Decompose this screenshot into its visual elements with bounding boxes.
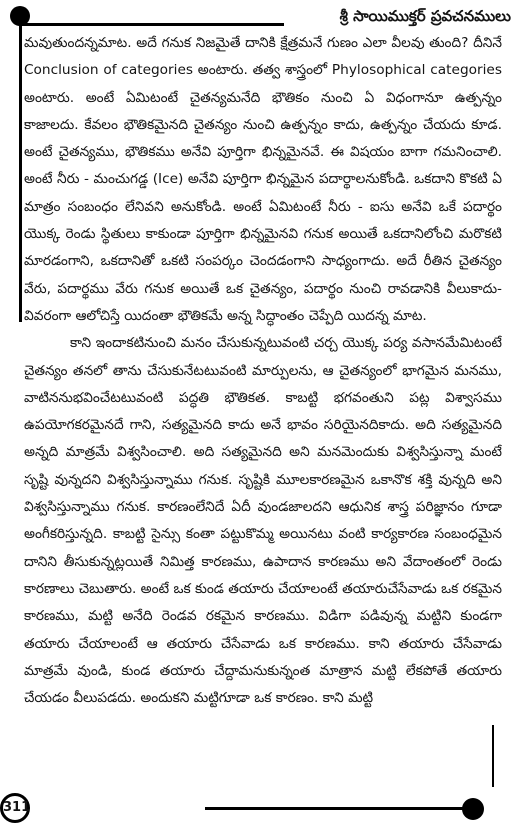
page-number: 311 <box>0 793 30 823</box>
page-body <box>24 30 502 712</box>
paragraph-1: మవుతుందన్నమాట. అదే గనుక నిజమైతే దానికి క్షేత్రమనే గుణం ఎలా వీలవు తుంది? దీనినే Conclusion of categories అంటారు. తత్వ శాస్త్రంలో Phylosophical categories అంటారు. అంటే ఏమిటంటే చైతన్యమనేది భౌతికం నుంచి ఏ విధంగానూ ఉత్పన్నం కాజాలదు. కేవలం భౌతికమైనది చైతన్యం నుంచి ఉత్పన్నం కాదు, ఉత్పన్నం చేయదు కూడ. అంటే చైతన్యము, భౌతికము అనేవి పూర్తిగా భిన్నమైనవే. ఈ విషయం బాగా గమనించాలి. అంటే నీరు - మంచుగడ్డ (Ice) అనేవి పూర్తిగా భిన్నమైన పదార్థాలనుకోండి. ఒకదాని కొకటి ఏ మాత్రం సంబంధం లేనివని అనుకోండి. అంటే ఏమిటంటే నీరు - ఐసు అనేవి ఒకే పదార్థం యొక్క రెండు స్థితులు కాకుండా పూర్తిగా భిన్నమైనవి గనుక అయితే ఒకదానిలోంచి మరొకటి మారడంగాని, ఒకదానితో ఒకటి సంపర్కం చెందడంగాని సాధ్యంగాదు. అదే రీతిన చైతన్యం వేరు, పదార్థము వేరు గనుక అయితే ఒక చైతన్యం, పదార్థం నుంచి రావడానికి వీలుకాదు-వివరంగా ఆలోచిస్తే యిదంతా భౌతికమే అన్న సిద్ధాంతం చెప్పేది యిదన్న మాట. <box>24 35 502 324</box>
running-header <box>10 6 515 28</box>
paragraph-2: కాని ఇందాకటినుంచి మనం చేసుకున్నటువంటి చర్చ యొక్క పర్య వసానమేమిటంటే చైతన్యం తనలో తాను చేసుకునేటటువంటి మార్పులను, ఆ చైతన్యంలో భాగమైన మనము, వాటిననుభవించేటటువంటి పద్ధతి భౌతికత. కాబట్టి భగవంతుని పట్ల విశ్వాసము ఉపయోగకరమైనదే గాని, సత్యమైనది కాదు అనే భావం సరియైనదికాదు. అది సత్యమైనది అన్నది మాత్రమే విశ్వసించాలి. అది సత్యమైనది అని మనమెందుకు విశ్వసిస్తున్నా మంటే సృష్టి వున్నదని విశ్వసిస్తున్నాము గనుక. సృష్టికి మూలకారణమైన ఒకానొక శక్తి వున్నది అని విశ్వసిస్తున్నాము గనుక. కారణంలేనిదే ఏదీ వుండజాలదని ఆధునిక శాస్త్ర పరిజ్ఞానం గూడా అంగీకరిస్తున్నది. కాబట్టి సైన్సు కంతా పట్టుకొమ్మ అయినటు వంటి కార్యకారణ సంబంధమైన దానిని తీసుకున్నట్లయితే నిమిత్త కారణము, ఉపాదాన కారణము అని వేదాంతంలో రెండు కారణాలు చెబుతారు. అంటే ఒక కుండ తయారు చేయాలంటే తయారుచేసేవాడు ఒక రకమైన కారణము, మట్టి అనేది రెండవ రకమైన కారణము. విడిగా పడివున్న మట్టిని కుండగా తయారు చేయాలంటే ఆ తయారు చేసేవాడు ఒక కారణము. కాని తయారు చేసేవాడు మాత్రమే వుండి, కుండ తయారు చేద్దామనుకున్నంత మాత్రాన మట్టి లేకపోతే తయారు చేయడం వీలుపడదు. అందుకని మట్టిగూడా ఒక కారణం. కాని మట్టి <box>24 335 502 707</box>
footer-bullet-icon <box>462 798 484 820</box>
right-margin-rule <box>492 725 494 787</box>
left-margin-rule <box>19 20 22 322</box>
running-title: శ్రీ సాయిముక్తర్ ప్రవచనములు <box>339 7 511 25</box>
header-rule <box>22 23 284 26</box>
page-footer <box>0 785 520 826</box>
footer-rule <box>205 807 475 810</box>
